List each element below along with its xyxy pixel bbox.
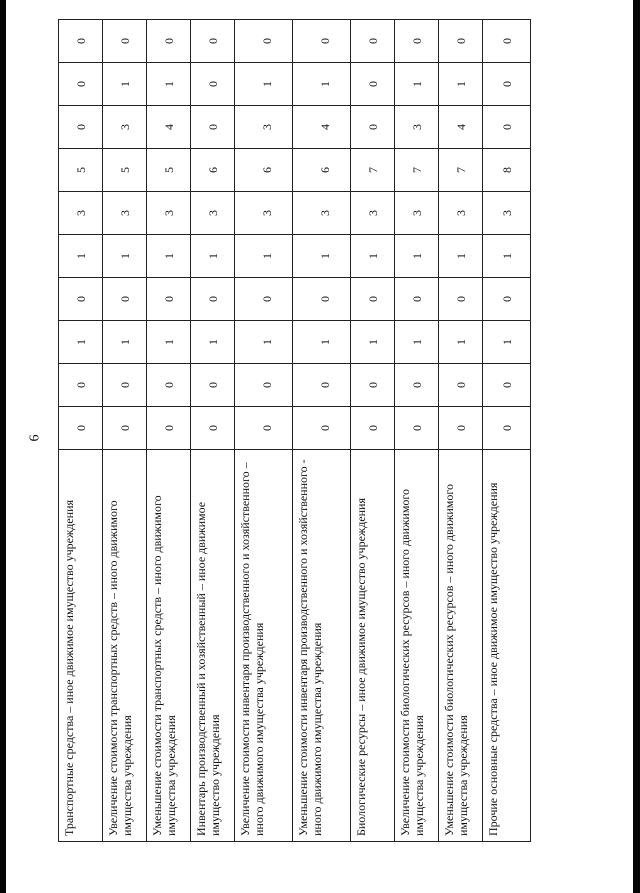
code-digit-cell: 3 bbox=[293, 192, 351, 235]
code-digit-cell: 0 bbox=[293, 278, 351, 321]
code-digit-cell: 3 bbox=[395, 192, 439, 235]
code-digit-cell: 1 bbox=[147, 321, 191, 364]
code-digit-cell: 3 bbox=[351, 192, 395, 235]
code-digit-cell: 1 bbox=[191, 321, 235, 364]
code-digit-cell: 4 bbox=[293, 106, 351, 149]
scan-edge-right bbox=[633, 0, 640, 893]
code-digit-cell: 1 bbox=[103, 235, 147, 278]
code-digit-cell: 0 bbox=[351, 106, 395, 149]
code-digit-cell: 3 bbox=[147, 192, 191, 235]
code-digit-cell: 1 bbox=[147, 235, 191, 278]
table-row bbox=[103, 20, 147, 842]
code-digit-cell: 0 bbox=[351, 63, 395, 106]
code-digit-cell: 0 bbox=[351, 278, 395, 321]
code-digit-cell: 4 bbox=[147, 106, 191, 149]
code-digit-cell: 0 bbox=[147, 278, 191, 321]
code-digit-cell: 0 bbox=[483, 364, 531, 407]
row-name: Увеличение стоимости инвентаря производственного и хозяйственного – иного движимого имущества учреждения bbox=[235, 450, 293, 842]
code-digit-cell: 5 bbox=[59, 149, 103, 192]
table-body bbox=[59, 20, 531, 842]
code-digit-cell: 6 bbox=[293, 149, 351, 192]
code-digit-cell: 0 bbox=[235, 407, 293, 450]
code-digit-cell: 7 bbox=[439, 149, 483, 192]
code-digit-cell: 1 bbox=[395, 235, 439, 278]
code-digit-cell: 0 bbox=[483, 20, 531, 63]
code-digit-cell: 0 bbox=[439, 407, 483, 450]
code-digit-cell: 0 bbox=[293, 20, 351, 63]
code-digit-cell: 1 bbox=[293, 235, 351, 278]
code-digit-cell: 0 bbox=[351, 364, 395, 407]
code-digit-cell: 1 bbox=[103, 63, 147, 106]
code-digit-cell: 0 bbox=[103, 278, 147, 321]
code-digit-cell: 0 bbox=[483, 407, 531, 450]
code-digit-cell: 0 bbox=[59, 364, 103, 407]
code-digit-cell: 0 bbox=[103, 364, 147, 407]
code-digit-cell: 0 bbox=[59, 106, 103, 149]
table-row bbox=[483, 20, 531, 842]
table-row bbox=[395, 20, 439, 842]
code-digit-cell: 1 bbox=[235, 321, 293, 364]
code-digit-cell: 1 bbox=[235, 235, 293, 278]
code-digit-cell: 0 bbox=[351, 407, 395, 450]
rotated-table-container bbox=[58, 38, 530, 842]
code-digit-cell: 1 bbox=[191, 235, 235, 278]
code-digit-cell: 1 bbox=[483, 235, 531, 278]
code-digit-cell: 0 bbox=[483, 278, 531, 321]
code-digit-cell: 0 bbox=[191, 106, 235, 149]
code-digit-cell: 1 bbox=[395, 63, 439, 106]
code-digit-cell: 0 bbox=[235, 278, 293, 321]
code-digit-cell: 0 bbox=[147, 407, 191, 450]
code-digit-cell: 1 bbox=[351, 321, 395, 364]
code-digit-cell: 3 bbox=[59, 192, 103, 235]
code-digit-cell: 1 bbox=[351, 235, 395, 278]
row-name: Уменьшение стоимости биологических ресурсов – иного движимого имущества учреждения bbox=[439, 450, 483, 842]
page-number: 6 bbox=[27, 434, 43, 442]
table-row bbox=[191, 20, 235, 842]
row-name: Увеличение стоимости транспортных средств – иного движимого имущества учреждения bbox=[103, 450, 147, 842]
row-name: Уменьшение стоимости инвентаря производственного и хозяйственного - иного движимого имущества учреждения bbox=[293, 450, 351, 842]
code-digit-cell: 1 bbox=[59, 235, 103, 278]
row-name: Транспортные средства – иное движимое имущество учреждения bbox=[59, 450, 103, 842]
code-digit-cell: 0 bbox=[235, 364, 293, 407]
code-digit-cell: 1 bbox=[147, 63, 191, 106]
code-digit-cell: 0 bbox=[59, 20, 103, 63]
code-digit-cell: 0 bbox=[191, 407, 235, 450]
code-digit-cell: 0 bbox=[235, 20, 293, 63]
account-codes-table bbox=[58, 19, 531, 842]
code-digit-cell: 0 bbox=[191, 278, 235, 321]
code-digit-cell: 0 bbox=[59, 63, 103, 106]
scan-edge-left bbox=[0, 0, 6, 893]
code-digit-cell: 1 bbox=[483, 321, 531, 364]
code-digit-cell: 0 bbox=[395, 20, 439, 63]
code-digit-cell: 0 bbox=[395, 364, 439, 407]
code-digit-cell: 7 bbox=[351, 149, 395, 192]
code-digit-cell: 3 bbox=[395, 106, 439, 149]
row-name: Увеличение стоимости биологических ресурсов – иного движимого имущества учреждения bbox=[395, 450, 439, 842]
table-row bbox=[439, 20, 483, 842]
table-row bbox=[235, 20, 293, 842]
code-digit-cell: 1 bbox=[59, 321, 103, 364]
code-digit-cell: 3 bbox=[483, 192, 531, 235]
code-digit-cell: 7 bbox=[395, 149, 439, 192]
code-digit-cell: 0 bbox=[395, 407, 439, 450]
table-row bbox=[351, 20, 395, 842]
code-digit-cell: 3 bbox=[103, 192, 147, 235]
code-digit-cell: 1 bbox=[439, 63, 483, 106]
code-digit-cell: 0 bbox=[103, 20, 147, 63]
code-digit-cell: 0 bbox=[439, 20, 483, 63]
code-digit-cell: 1 bbox=[439, 235, 483, 278]
code-digit-cell: 1 bbox=[293, 321, 351, 364]
code-digit-cell: 1 bbox=[439, 321, 483, 364]
code-digit-cell: 3 bbox=[439, 192, 483, 235]
code-digit-cell: 0 bbox=[103, 407, 147, 450]
table-row bbox=[147, 20, 191, 842]
code-digit-cell: 0 bbox=[439, 278, 483, 321]
code-digit-cell: 0 bbox=[395, 278, 439, 321]
row-name: Уменьшение стоимости транспортных средств – иного движимого имущества учреждения bbox=[147, 450, 191, 842]
row-name: Прочие основные средства – иное движимое имущество учреждения bbox=[483, 450, 531, 842]
code-digit-cell: 3 bbox=[235, 106, 293, 149]
code-digit-cell: 8 bbox=[483, 149, 531, 192]
code-digit-cell: 0 bbox=[59, 407, 103, 450]
code-digit-cell: 0 bbox=[191, 20, 235, 63]
code-digit-cell: 0 bbox=[59, 278, 103, 321]
code-digit-cell: 0 bbox=[483, 106, 531, 149]
code-digit-cell: 3 bbox=[235, 192, 293, 235]
code-digit-cell: 1 bbox=[235, 63, 293, 106]
code-digit-cell: 0 bbox=[483, 63, 531, 106]
row-name: Инвентарь производственный и хозяйственный – иное движимое имущество учреждения bbox=[191, 450, 235, 842]
row-name: Биологические ресурсы – иное движимое имущество учреждения bbox=[351, 450, 395, 842]
code-digit-cell: 5 bbox=[147, 149, 191, 192]
code-digit-cell: 5 bbox=[103, 149, 147, 192]
code-digit-cell: 0 bbox=[293, 407, 351, 450]
code-digit-cell: 1 bbox=[395, 321, 439, 364]
code-digit-cell: 1 bbox=[293, 63, 351, 106]
code-digit-cell: 6 bbox=[191, 149, 235, 192]
code-digit-cell: 0 bbox=[191, 63, 235, 106]
table-row bbox=[59, 20, 103, 842]
code-digit-cell: 0 bbox=[147, 364, 191, 407]
code-digit-cell: 0 bbox=[191, 364, 235, 407]
code-digit-cell: 3 bbox=[103, 106, 147, 149]
code-digit-cell: 0 bbox=[293, 364, 351, 407]
code-digit-cell: 6 bbox=[235, 149, 293, 192]
table-row bbox=[293, 20, 351, 842]
code-digit-cell: 0 bbox=[439, 364, 483, 407]
code-digit-cell: 4 bbox=[439, 106, 483, 149]
code-digit-cell: 0 bbox=[147, 20, 191, 63]
code-digit-cell: 3 bbox=[191, 192, 235, 235]
code-digit-cell: 0 bbox=[351, 20, 395, 63]
code-digit-cell: 1 bbox=[103, 321, 147, 364]
